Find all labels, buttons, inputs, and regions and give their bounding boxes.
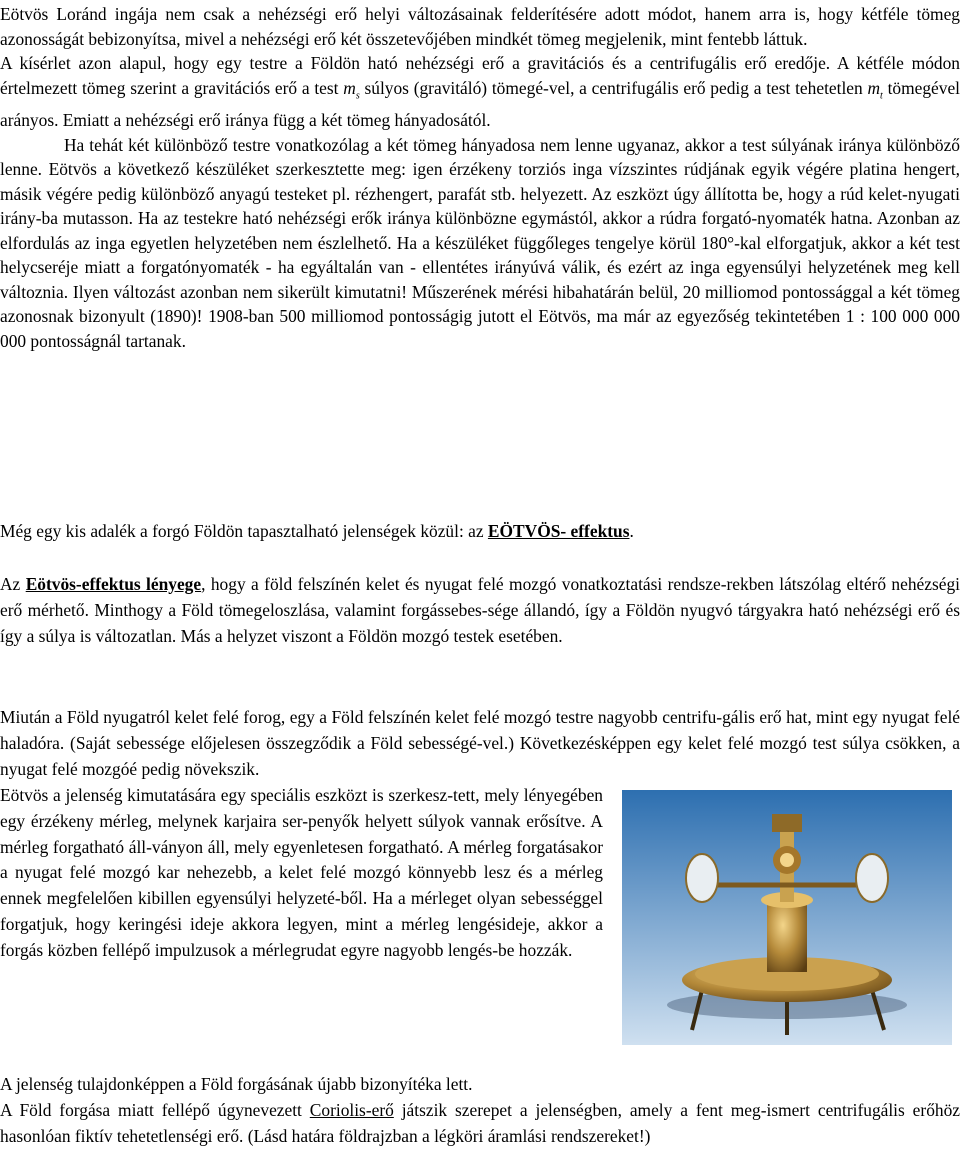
paragraph-coriolis: A Föld forgása miatt fellépő úgynevezett Coriolis-erő játszik szerepet a jelenségben, amely a fent meg-ismert centrifugális erőhöz hasonlóan fiktív tehetetlenségi erő. (Lásd határa földrajzban a légköri áramlási rendszereket!) [0,1100,960,1146]
mass-t-symbol: $m_t$ [867,77,883,101]
essence-term: Eötvös-effektus lényege [25,574,202,594]
section-eotvos-pendulum [0,2,960,353]
paragraph-rotation: Miután a Föld nyugatról kelet felé forog, egy a Föld felszínén kelet felé mozgó testre nagyobb centrifu-gális erő hat, mint egy nyugat felé haladóra. (Saját sebessége előjelesen összegződik a Föld sebességé-vel.) Következésképpen egy kelet felé mozgó test súlya csökken, a nyugat felé mozgóé pedig növekszik. [0,707,960,779]
paragraph-effect-essence: Az Eötvös-effektus lényege, hogy a föld felszínén kelet és nyugat felé mozgó vonatkoztatási rendsze-rekben látszólag eltérő nehézségi erő mérhető. Minthogy a Föld tömegeloszlása, valamint forgássebes-sége állandó, így a Földön nyugvó tárgyakra ható nehézségi erő és így a súlya is változatlan. Más a helyzet viszont a Földön mozgó testek esetében. [0,574,960,646]
eotvos-effect-term: EÖTVÖS- effektus [487,521,630,541]
paragraph-effect-intro: Még egy kis adalék a forgó Földön tapasztalható jelenségek közül: az EÖTVÖS- effektus. [0,521,634,541]
paragraph-intro: Eötvös Loránd ingája nem csak a nehézségi erő helyi változásainak felderítésére adott módot, hanem arra is, hogy kétféle tömeg azonosságát bebizonyítsa, mivel a nehézségi erő két összetevőjében mindkét tömeg megjelenik, mint fentebb láttuk. [0,4,960,49]
paragraph-balance-device: Eötvös a jelenség kimutatására egy speciális eszközt is szerkesz-tett, mely lényegében egy érzékeny mérleg, melynek karjaira ser-penyők helyett súlyok vannak erősítve. A mérleg forgatható áll-ványon áll, mely egyenletesen forgatható. A mérleg forgatásakor a nyugat felé mozgó kar nehezebb, a kelet felé mozgó könnyebb lesz és a mérleg ennek megfelelően kibillen egyensúlyi helyzeté-ből. Ha a mérleget olyan sebességgel forgatjuk, hogy keringési ideje akkora legyen, mint a mérleg lengésideje, akkor a forgás közben fellépő impulzusok a mérlegrudat egyre nagyobb lengés-be hozzák. [0,785,603,960]
balance-photo-illustration [622,790,952,1045]
mass-s-symbol: $m_s$ [343,77,360,101]
paragraph-proof: A jelenség tulajdonképpen a Föld forgásának újabb bizonyítéka lett. [0,1074,473,1094]
coriolis-link[interactable]: Coriolis-erő [309,1100,394,1120]
paragraph-apparatus: Ha tehát két különböző testre vonatkozólag a két tömeg hányadosa nem lenne ugyanaz, akkor a test súlyának iránya különböző lenne. Eötvös a következő készüléket szerkesztette meg: igen érzékeny torziós inga vízszintes rúdjának egyik végére platina hengert, másik végére pedig különböző anyagú testeket pl. rézhengert, parafát stb. helyezett. Az eszközt úgy állította be, hogy a rúd kelet-nyugati irány-ba mutasson. Ha az testekre ható nehézségi erők iránya különbözne egymástól, akkor a rúdra forgató-nyomaték hatna. Azonban az elfordulás az inga egyetlen helyzetében nem észlelhető. Ha a készüléket függőleges tengelye körül 180°-kal elforgatjuk, akkor a két test helycseréje miatt a forgatónyomaték - ha egyáltalán van - ellentétes irányúvá válik, és ezért az inga egyensúlyi helyzetének meg kell változnia. Ilyen változást azonban nem sikerült kimutatni! Műszerének mérési hibahatárán belül, 20 milliomod pontossággal a két tömeg azonosnak bizonyult (1890)! 1908-ban 500 milliomod pontosságig jutott el Eötvös, ma már az egyezőség tekintetében 1 : 100 000 000 000 pontosságnál tartanak. [0,134,960,351]
eotvos-balance-photo [622,790,952,1045]
paragraph-experiment: A kísérlet azon alapul, hogy egy testre a Földön ható nehézségi erő a gravitációs és a centrifugális erő eredője. A kétféle módon értelmezett tömeg szerint a gravitációs erő a test $m_s$ súlyos (gravitáló) tömegé-vel, a centrifugális erő pedig a test tehetetlen $m_t$ tömegével arányos. Emiatt a nehézségi erő iránya függ a két tömeg hányadosától. [0,53,960,131]
